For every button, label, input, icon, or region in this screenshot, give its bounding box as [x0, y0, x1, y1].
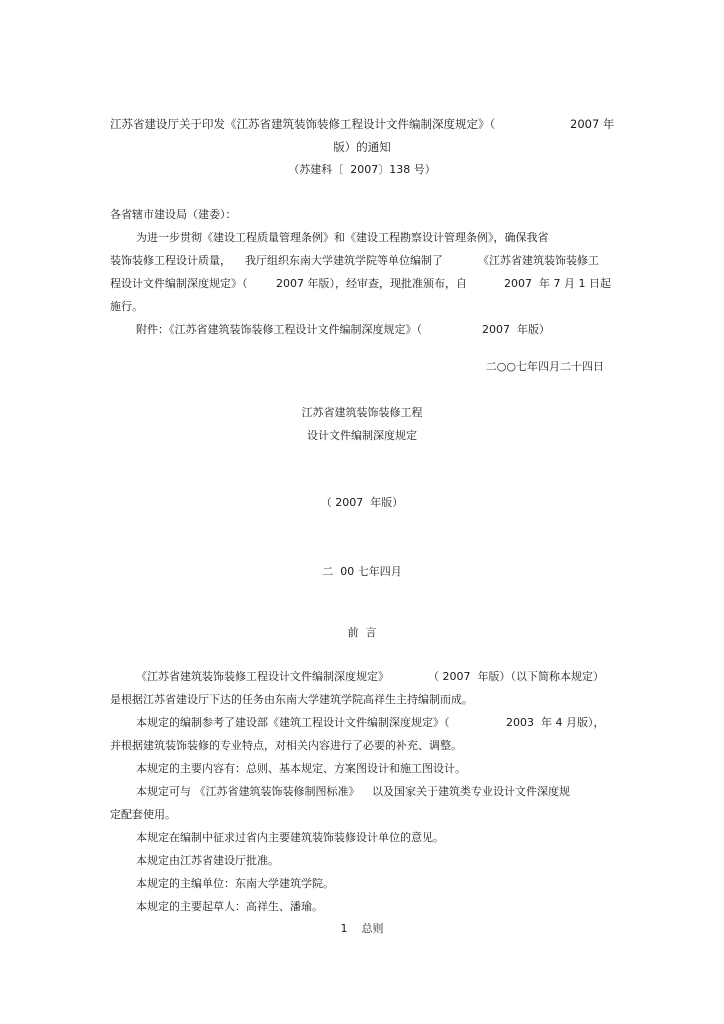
notice-body-line2c: 《江苏省建筑装饰装修工	[478, 254, 599, 267]
notice-date: 二○○七年四月二十四日	[485, 360, 604, 373]
notice-attachment-a: 附件：《江苏省建筑装饰装修工程设计文件编制深度规定》（	[136, 323, 422, 336]
preface-p4-line2: 定配套使用。	[110, 808, 176, 821]
preface-p4-line1a: 本规定可与 《江苏省建筑装饰装修制图标准》	[136, 785, 360, 798]
preface-p3: 本规定的主要内容有：总则、基本规定、方案图设计和施工图设计。	[136, 762, 466, 775]
preface-p1-line1a: 《江苏省建筑装饰装修工程设计文件编制深度规定》	[136, 670, 389, 683]
preface-heading: 前 言	[347, 626, 377, 639]
notice-body-line3a: 程设计文件编制深度规定》（	[110, 277, 248, 290]
preface-p8: 本规定的主要起草人：高祥生、潘瑜。	[136, 900, 323, 913]
preface-p2-line1a: 本规定的编制参考了建设部《建筑工程设计文件编制深度规定》（	[136, 716, 450, 729]
preface-p2-line1b: 2003 年 4 月版），	[506, 716, 605, 729]
cover-date: 二 00 七年四月	[322, 565, 402, 578]
notice-body-line2a: 装饰装修工程设计质量，	[110, 254, 231, 267]
notice-attachment-b: 2007 年版）	[482, 323, 550, 336]
notice-body-line3c: 2007 年 7 月 1 日起	[504, 277, 611, 290]
preface-p4-line1b: 以及国家关于建筑类专业设计文件深度规	[372, 785, 570, 798]
preface-p5: 本规定在编制中征求过省内主要建筑装饰装修设计单位的意见。	[136, 831, 444, 844]
notice-body-line4: 施行。	[110, 300, 143, 313]
notice-body-line2b: 我厅组织东南大学建筑学院等单位编制了	[245, 254, 443, 267]
cover-title-line2: 设计文件编制深度规定	[307, 429, 417, 442]
notice-title-part1: 江苏省建设厅关于印发《江苏省建筑装饰装修工程设计文件编制深度规定》（	[110, 117, 496, 131]
notice-title-year: 2007 年	[570, 117, 615, 131]
preface-p1-line1b: （ 2007 年版）（以下简称本规定）	[428, 670, 604, 683]
notice-doc-number: （苏建科〔 2007〕138 号）	[288, 163, 436, 176]
notice-body-line3b: 2007 年版），经审查，现批准颁布，自	[276, 277, 467, 290]
chapter-1-heading: 1 总则	[340, 922, 384, 935]
preface-p1-line2: 是根据江苏省建设厅下达的任务由东南大学建筑学院高祥生主持编制而成。	[110, 693, 473, 706]
preface-p7: 本规定的主编单位：东南大学建筑学院。	[136, 877, 334, 890]
cover-edition: （ 2007 年版）	[320, 496, 404, 509]
preface-p6: 本规定由江苏省建设厅批准。	[136, 854, 279, 867]
preface-p2-line2: 并根据建筑装饰装修的专业特点，对相关内容进行了必要的补充、调整。	[110, 739, 462, 752]
notice-addressee: 各省辖市建设局（建委）：	[110, 208, 237, 221]
notice-body-line1: 为进一步贯彻《建设工程质量管理条例》和《建设工程勘察设计管理条例》，确保我省	[136, 231, 549, 244]
notice-title-line2: 版）的通知	[333, 140, 391, 154]
cover-title-line1: 江苏省建筑装饰装修工程	[301, 406, 423, 419]
